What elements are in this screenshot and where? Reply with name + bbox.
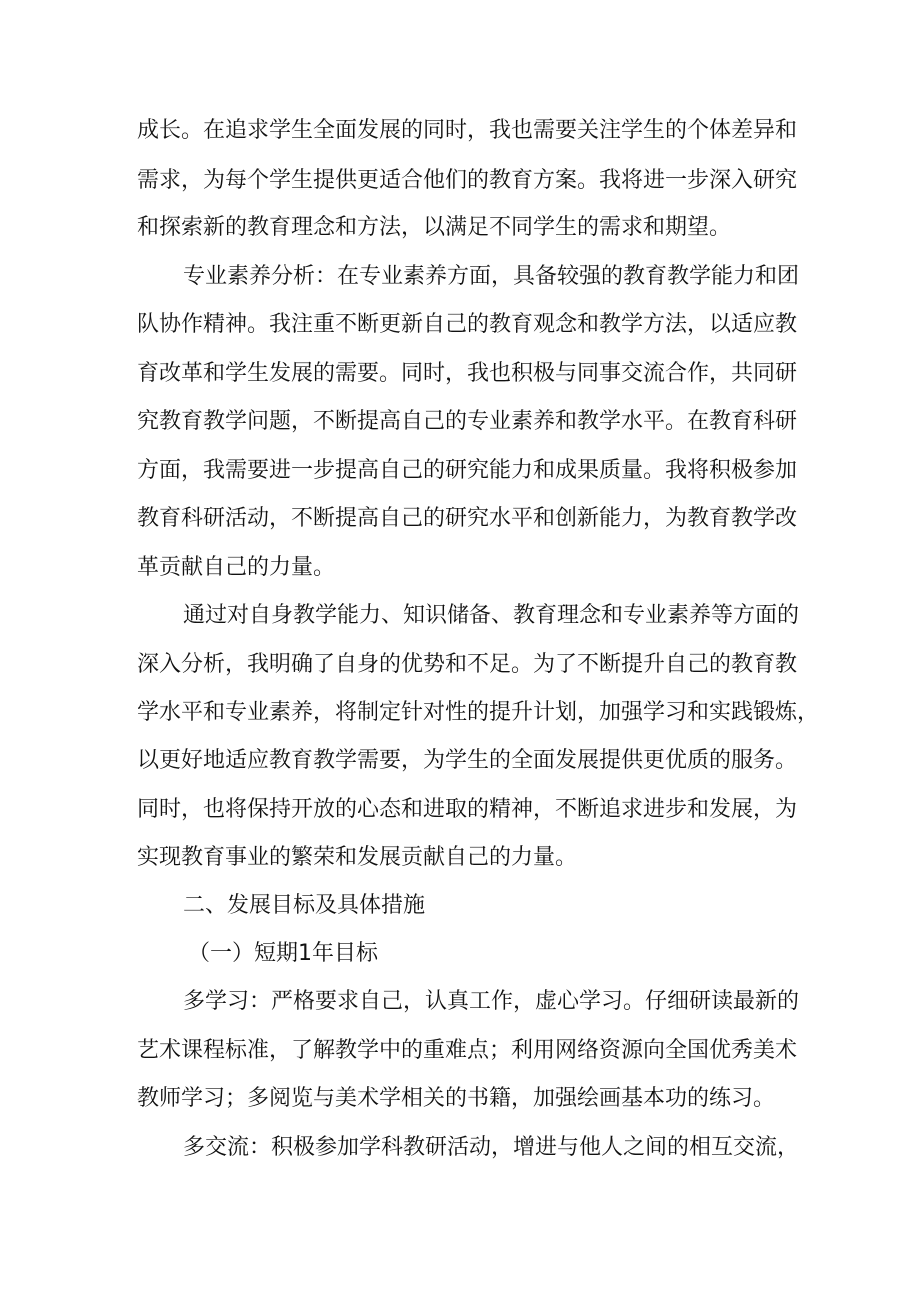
- paragraph-line: 多学习：严格要求自己，认真工作，虚心学习。仔细研读最新的: [183, 989, 800, 1014]
- paragraph-line: 成长。在追求学生全面发展的同时，我也需要关注学生的个体差异和: [137, 118, 798, 143]
- paragraph-line: 专业素养分析：在专业素养方面，具备较强的教育教学能力和团: [183, 264, 800, 289]
- paragraph-line: 学水平和专业素养，将制定针对性的提升计划，加强学习和实践锻炼，: [137, 700, 820, 725]
- paragraph-line: 教育科研活动，不断提高自己的研究水平和创新能力，为教育教学改: [137, 506, 798, 531]
- paragraph-line: 需求，为每个学生提供更适合他们的教育方案。我将进一步深入研究: [137, 168, 798, 193]
- paragraph-line: 革贡献自己的力量。: [137, 555, 336, 580]
- paragraph-line: 方面，我需要进一步提高自己的研究能力和成果质量。我将积极参加: [137, 458, 798, 483]
- paragraph-line: 教师学习；多阅览与美术学相关的书籍，加强绘画基本功的练习。: [137, 1086, 776, 1111]
- subsection-heading: （一）短期1年目标: [188, 941, 378, 966]
- paragraph-line: 实现教育事业的繁荣和发展贡献自己的力量。: [137, 845, 578, 870]
- section-heading: 二、发展目标及具体措施: [183, 893, 426, 918]
- paragraph-line: 深入分析，我明确了自身的优势和不足。为了不断提升自己的教育教: [137, 652, 798, 677]
- paragraph-line: 究教育教学问题，不断提高自己的专业素养和教学水平。在教育科研: [137, 409, 798, 434]
- paragraph-line: 同时，也将保持开放的心态和进取的精神，不断追求进步和发展，为: [137, 797, 798, 822]
- paragraph-line: 艺术课程标准，了解教学中的重难点；利用网络资源向全国优秀美术: [137, 1038, 798, 1063]
- paragraph-line: 队协作精神。我注重不断更新自己的教育观念和教学方法，以适应教: [137, 312, 798, 337]
- paragraph-line: 通过对自身教学能力、知识储备、教育理念和专业素养等方面的: [183, 603, 800, 628]
- paragraph-line: 多交流：积极参加学科教研活动，增进与他人之间的相互交流，: [183, 1135, 800, 1160]
- paragraph-line: 育改革和学生发展的需要。同时，我也积极与同事交流合作，共同研: [137, 361, 798, 386]
- paragraph-line: 和探索新的教育理念和方法，以满足不同学生的需求和期望。: [137, 215, 732, 240]
- paragraph-line: 以更好地适应教育教学需要，为学生的全面发展提供更优质的服务。: [137, 748, 798, 773]
